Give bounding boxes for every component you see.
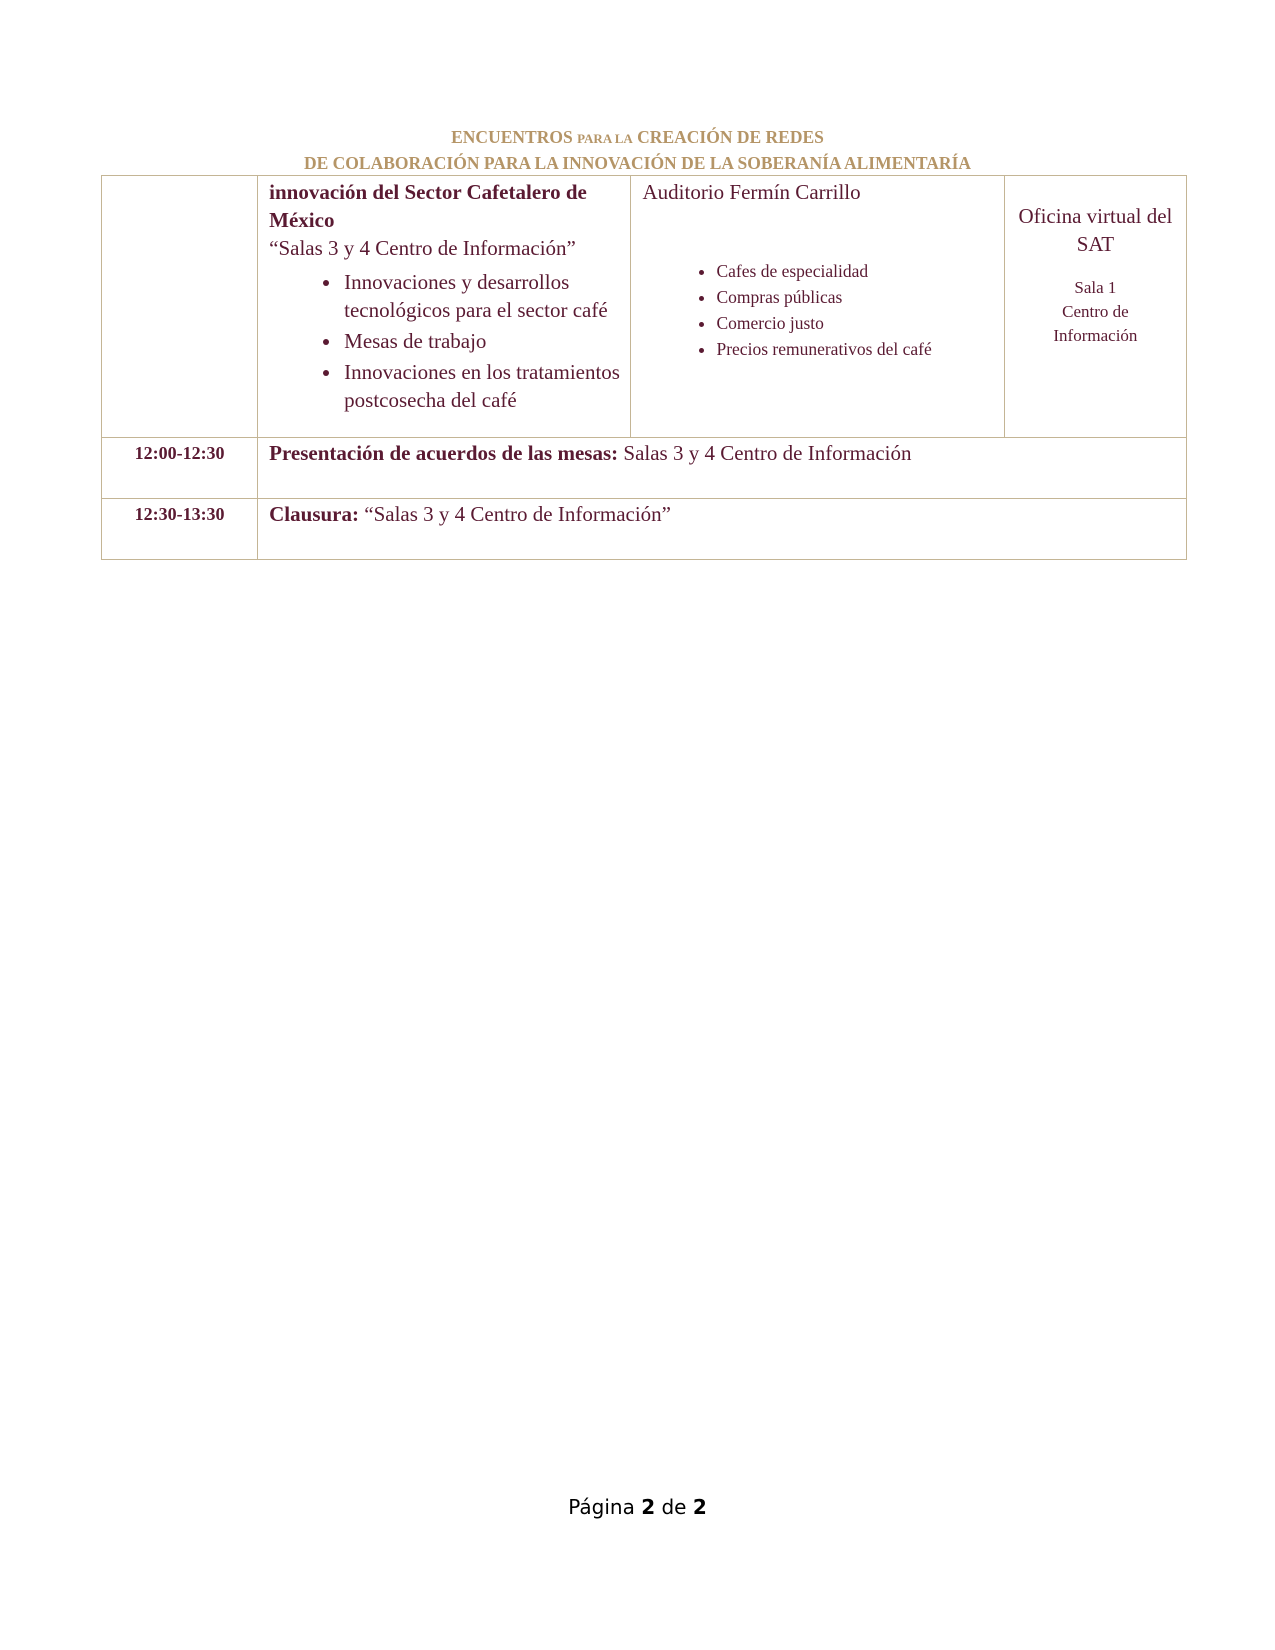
agenda-cell-clausura	[258, 499, 1187, 560]
header-line-2: DE COLABORACIÓN PARA LA INNOVACIÓN DE LA SOBERANÍA ALIMENTARÍA	[303, 153, 972, 173]
header-line-1-part-2: CREACIÓN DE REDES	[637, 127, 824, 147]
time-cell: 12:30-13:30	[102, 499, 258, 560]
page-total: 2	[692, 1495, 707, 1519]
session-title: innovación del Sector Cafetalero de México	[269, 180, 587, 232]
page-footer	[0, 1495, 1275, 1519]
agenda-text: “Salas 3 y 4 Centro de Información”	[359, 502, 671, 526]
table-row	[102, 176, 1187, 438]
list-item: • Innovaciones en los tratamientos postcosecha del café	[342, 358, 620, 414]
page-of: de	[655, 1495, 693, 1519]
agenda-label: Clausura:	[269, 502, 359, 526]
agenda-label: Presentación de acuerdos de las mesas:	[269, 441, 619, 465]
schedule-table	[101, 175, 1187, 560]
sat-room	[1009, 276, 1182, 348]
venue-title: Auditorio Fermín Carrillo	[642, 180, 861, 204]
sat-place-line-2: Información	[1053, 326, 1138, 345]
header-line-1-part-1: ENCUENTROS	[451, 127, 573, 147]
sat-room-name: Sala 1	[1074, 278, 1117, 297]
sat-office-title: Oficina virtual del SAT	[1018, 204, 1173, 256]
table-row	[102, 499, 1187, 560]
session-cell-cafetalero	[258, 176, 631, 438]
agenda-cell-acuerdos	[258, 438, 1187, 499]
session-topic-list	[269, 268, 620, 414]
list-item: • Innovaciones y desarrollos tecnológicos para el sector café	[342, 268, 620, 324]
list-item: • Mesas de trabajo	[342, 327, 620, 355]
list-item: • Compras públicas	[716, 284, 993, 310]
session-cell-auditorio	[631, 176, 1004, 438]
header-line-1	[0, 125, 1275, 151]
list-item: • Comercio justo	[716, 310, 993, 336]
sat-place-line-1: Centro de	[1062, 302, 1129, 321]
list-item: • Precios remunerativos del café	[716, 336, 993, 362]
session-cell-sat	[1004, 176, 1186, 438]
header-line-1-small: PARA LA	[577, 131, 633, 146]
page-label: Página	[568, 1495, 642, 1519]
document-header	[0, 125, 1275, 176]
list-item: • Cafes de especialidad	[716, 258, 993, 284]
time-cell-empty	[102, 176, 258, 438]
venue-topic-list	[642, 258, 993, 362]
table-row	[102, 438, 1187, 499]
agenda-text: Salas 3 y 4 Centro de Información	[618, 441, 912, 465]
page-number: 2	[641, 1495, 656, 1519]
session-location: “Salas 3 y 4 Centro de Información”	[269, 236, 576, 260]
time-cell: 12:00-12:30	[102, 438, 258, 499]
